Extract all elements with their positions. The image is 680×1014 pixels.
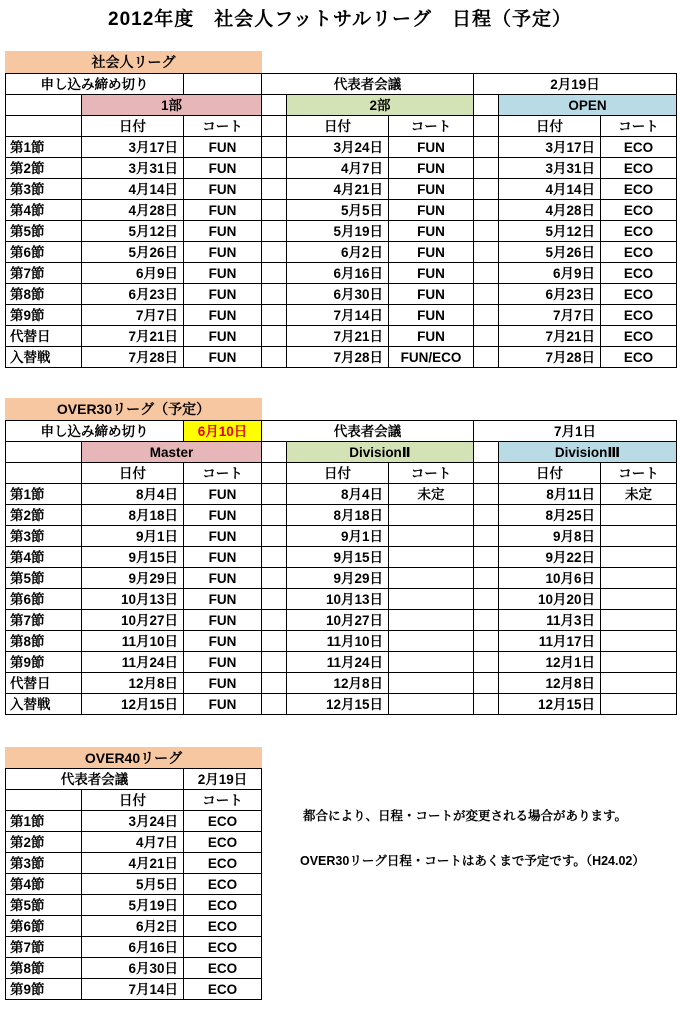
court-cell: FUN [184, 326, 262, 347]
court-cell: FUN [184, 137, 262, 158]
round-label: 第1節 [6, 137, 82, 158]
date-cell: 6月9日 [499, 263, 601, 284]
court-cell [389, 505, 474, 526]
spacer-cell [262, 242, 287, 263]
court-cell: ECO [601, 326, 677, 347]
date-cell: 11月24日 [82, 652, 184, 673]
court-cell: ECO [601, 179, 677, 200]
division-header: 2部 [287, 95, 474, 116]
spacer-cell [262, 631, 287, 652]
meeting-label: 代表者会議 [262, 421, 474, 442]
court-cell: ECO [184, 937, 262, 958]
round-label: 第9節 [6, 305, 82, 326]
spacer-cell [262, 442, 287, 463]
date-cell: 8月11日 [499, 484, 601, 505]
spacer-cell [474, 631, 499, 652]
spacer-cell [474, 610, 499, 631]
date-column-header: 日付 [499, 463, 601, 484]
court-cell: FUN [184, 221, 262, 242]
spacer-cell [262, 673, 287, 694]
date-cell: 7月21日 [499, 326, 601, 347]
date-cell: 7月28日 [499, 347, 601, 368]
spacer-cell [474, 263, 499, 284]
deadline-value [184, 74, 262, 95]
spacer-cell [474, 463, 499, 484]
date-cell: 12月1日 [499, 652, 601, 673]
date-cell: 8月18日 [82, 505, 184, 526]
date-cell: 3月31日 [82, 158, 184, 179]
spacer-cell [474, 179, 499, 200]
court-cell: ECO [601, 284, 677, 305]
date-cell: 4月21日 [82, 853, 184, 874]
spacer-cell [262, 526, 287, 547]
date-column-header: 日付 [82, 463, 184, 484]
spacer-cell [474, 137, 499, 158]
round-label: 第1節 [6, 484, 82, 505]
court-cell: FUN [389, 221, 474, 242]
court-cell: FUN [184, 284, 262, 305]
meeting-date: 2月19日 [184, 769, 262, 790]
round-label: 代替日 [6, 326, 82, 347]
spacer-cell [262, 484, 287, 505]
court-cell: FUN [184, 589, 262, 610]
spacer-cell [474, 652, 499, 673]
spacer-cell [474, 95, 499, 116]
date-cell: 9月1日 [287, 526, 389, 547]
date-cell: 8月4日 [82, 484, 184, 505]
spacer-cell [262, 263, 287, 284]
date-cell: 9月29日 [82, 568, 184, 589]
date-cell: 6月2日 [287, 242, 389, 263]
corner-cell [6, 95, 82, 116]
court-cell [601, 610, 677, 631]
note-over30-tentative: OVER30リーグ日程・コートはあくまで予定です。（H24.02） [300, 854, 645, 868]
court-cell: FUN [184, 179, 262, 200]
court-cell: FUN [184, 547, 262, 568]
date-cell: 10月13日 [82, 589, 184, 610]
corner-cell [6, 116, 82, 137]
section-band-over30: OVER30リーグ（予定） [5, 398, 262, 420]
court-cell: FUN [389, 137, 474, 158]
court-cell: ECO [184, 958, 262, 979]
court-cell [389, 568, 474, 589]
date-cell: 12月15日 [287, 694, 389, 715]
date-column-header: 日付 [82, 790, 184, 811]
court-cell: FUN [184, 631, 262, 652]
deadline-label: 申し込み締め切り [6, 421, 184, 442]
date-column-header: 日付 [287, 116, 389, 137]
round-label: 第5節 [6, 895, 82, 916]
meeting-date: 7月1日 [474, 421, 677, 442]
court-cell: ECO [601, 242, 677, 263]
court-cell [389, 526, 474, 547]
round-label: 第2節 [6, 505, 82, 526]
round-label: 第3節 [6, 526, 82, 547]
date-column-header: 日付 [499, 116, 601, 137]
court-cell [601, 631, 677, 652]
date-cell: 3月17日 [82, 137, 184, 158]
round-label: 第6節 [6, 242, 82, 263]
date-cell: 5月12日 [82, 221, 184, 242]
court-cell: ECO [601, 305, 677, 326]
date-cell: 9月15日 [287, 547, 389, 568]
date-cell: 5月26日 [82, 242, 184, 263]
corner-cell [6, 463, 82, 484]
spacer-cell [474, 242, 499, 263]
court-column-header: コート [184, 116, 262, 137]
round-label: 第2節 [6, 832, 82, 853]
date-cell: 7月14日 [82, 979, 184, 1000]
date-cell: 10月13日 [287, 589, 389, 610]
round-label: 第9節 [6, 652, 82, 673]
corner-cell [6, 790, 82, 811]
date-cell: 12月8日 [287, 673, 389, 694]
spacer-cell [474, 568, 499, 589]
court-cell [601, 568, 677, 589]
court-cell: FUN [389, 305, 474, 326]
spacer-cell [474, 200, 499, 221]
round-label: 第5節 [6, 568, 82, 589]
court-cell [601, 589, 677, 610]
date-cell: 12月8日 [82, 673, 184, 694]
spacer-cell [262, 568, 287, 589]
spacer-cell [474, 116, 499, 137]
deadline-label: 申し込み締め切り [6, 74, 184, 95]
court-cell: ECO [184, 811, 262, 832]
round-label: 第3節 [6, 853, 82, 874]
date-cell: 12月8日 [499, 673, 601, 694]
date-cell: 5月19日 [287, 221, 389, 242]
court-cell: FUN [184, 484, 262, 505]
section-band-over40: OVER40リーグ [5, 747, 262, 769]
spacer-cell [262, 116, 287, 137]
court-cell: FUN [184, 505, 262, 526]
spacer-cell [262, 652, 287, 673]
round-label: 代替日 [6, 673, 82, 694]
spacer-cell [262, 694, 287, 715]
spacer-cell [262, 200, 287, 221]
date-cell: 7月14日 [287, 305, 389, 326]
court-cell [389, 589, 474, 610]
date-cell: 9月15日 [82, 547, 184, 568]
court-cell: FUN [389, 242, 474, 263]
date-cell: 7月28日 [82, 347, 184, 368]
court-cell: FUN/ECO [389, 347, 474, 368]
schedule-table-over30 [5, 420, 677, 715]
court-cell: FUN [184, 610, 262, 631]
date-cell: 10月27日 [82, 610, 184, 631]
date-cell: 4月7日 [287, 158, 389, 179]
date-cell: 3月17日 [499, 137, 601, 158]
court-cell [601, 547, 677, 568]
spacer-cell [262, 158, 287, 179]
date-cell: 9月8日 [499, 526, 601, 547]
date-cell: 4月7日 [82, 832, 184, 853]
date-cell: 5月19日 [82, 895, 184, 916]
spacer-cell [474, 547, 499, 568]
court-cell [601, 694, 677, 715]
date-cell: 7月28日 [287, 347, 389, 368]
date-cell: 6月2日 [82, 916, 184, 937]
court-column-header: コート [389, 463, 474, 484]
round-label: 第7節 [6, 263, 82, 284]
court-cell: ECO [184, 853, 262, 874]
court-cell [389, 547, 474, 568]
spacer-cell [262, 610, 287, 631]
round-label: 入替戦 [6, 694, 82, 715]
schedule-table-over40 [5, 768, 262, 1000]
date-cell: 11月3日 [499, 610, 601, 631]
date-cell: 10月20日 [499, 589, 601, 610]
spacer-cell [262, 589, 287, 610]
date-cell: 10月6日 [499, 568, 601, 589]
spacer-cell [474, 158, 499, 179]
date-cell: 5月26日 [499, 242, 601, 263]
court-cell [389, 694, 474, 715]
date-cell: 6月23日 [82, 284, 184, 305]
date-cell: 5月5日 [287, 200, 389, 221]
court-cell: ECO [601, 263, 677, 284]
court-cell: 未定 [389, 484, 474, 505]
date-cell: 8月18日 [287, 505, 389, 526]
spacer-cell [474, 305, 499, 326]
court-cell: ECO [184, 916, 262, 937]
division-header: DivisionⅡ [287, 442, 474, 463]
court-column-header: コート [184, 790, 262, 811]
spacer-cell [474, 505, 499, 526]
round-label: 第4節 [6, 547, 82, 568]
court-cell: FUN [184, 242, 262, 263]
court-cell: FUN [389, 263, 474, 284]
court-cell: FUN [184, 305, 262, 326]
court-cell [601, 505, 677, 526]
division-header: 1部 [82, 95, 262, 116]
schedule-table-shakaijin [5, 73, 677, 368]
spacer-cell [262, 505, 287, 526]
round-label: 第4節 [6, 874, 82, 895]
court-cell [389, 673, 474, 694]
date-cell: 6月30日 [82, 958, 184, 979]
date-cell: 4月14日 [82, 179, 184, 200]
date-cell: 12月15日 [82, 694, 184, 715]
date-cell: 4月14日 [499, 179, 601, 200]
court-cell: ECO [184, 895, 262, 916]
corner-cell [6, 442, 82, 463]
court-cell: ECO [601, 347, 677, 368]
date-cell: 12月15日 [499, 694, 601, 715]
court-column-header: コート [601, 463, 677, 484]
round-label: 第3節 [6, 179, 82, 200]
spacer-cell [474, 484, 499, 505]
court-cell: ECO [601, 137, 677, 158]
date-cell: 3月31日 [499, 158, 601, 179]
court-cell: 未定 [601, 484, 677, 505]
spacer-cell [262, 547, 287, 568]
date-cell: 8月4日 [287, 484, 389, 505]
date-cell: 4月28日 [499, 200, 601, 221]
court-cell: FUN [184, 347, 262, 368]
round-label: 第1節 [6, 811, 82, 832]
spacer-cell [474, 347, 499, 368]
court-cell [601, 526, 677, 547]
date-cell: 9月1日 [82, 526, 184, 547]
court-cell: ECO [184, 832, 262, 853]
date-cell: 3月24日 [287, 137, 389, 158]
meeting-label: 代表者会議 [262, 74, 474, 95]
deadline-value: 6月10日 [184, 421, 262, 442]
date-cell: 11月10日 [82, 631, 184, 652]
date-cell: 3月24日 [82, 811, 184, 832]
spacer-cell [262, 347, 287, 368]
court-cell: ECO [184, 979, 262, 1000]
round-label: 第4節 [6, 200, 82, 221]
meeting-label: 代表者会議 [6, 769, 184, 790]
spacer-cell [262, 284, 287, 305]
date-cell: 6月9日 [82, 263, 184, 284]
date-cell: 4月28日 [82, 200, 184, 221]
court-column-header: コート [601, 116, 677, 137]
spacer-cell [262, 221, 287, 242]
date-cell: 11月17日 [499, 631, 601, 652]
round-label: 第7節 [6, 937, 82, 958]
date-cell: 6月16日 [82, 937, 184, 958]
spacer-cell [262, 305, 287, 326]
date-cell: 9月29日 [287, 568, 389, 589]
date-cell: 9月22日 [499, 547, 601, 568]
spacer-cell [474, 589, 499, 610]
court-cell: FUN [184, 158, 262, 179]
court-cell: FUN [389, 284, 474, 305]
date-column-header: 日付 [82, 116, 184, 137]
spacer-cell [262, 95, 287, 116]
round-label: 第7節 [6, 610, 82, 631]
court-cell: FUN [184, 200, 262, 221]
court-cell [389, 652, 474, 673]
date-cell: 10月27日 [287, 610, 389, 631]
court-cell: FUN [184, 526, 262, 547]
court-cell: FUN [184, 652, 262, 673]
court-column-header: コート [184, 463, 262, 484]
court-cell: ECO [184, 874, 262, 895]
court-cell [389, 610, 474, 631]
spacer-cell [474, 526, 499, 547]
spacer-cell [262, 326, 287, 347]
round-label: 第6節 [6, 589, 82, 610]
date-cell: 8月25日 [499, 505, 601, 526]
court-cell: ECO [601, 158, 677, 179]
court-cell: FUN [184, 694, 262, 715]
spacer-cell [474, 442, 499, 463]
court-cell: FUN [389, 326, 474, 347]
spacer-cell [474, 673, 499, 694]
spacer-cell [262, 137, 287, 158]
court-cell: FUN [389, 200, 474, 221]
round-label: 第8節 [6, 631, 82, 652]
date-cell: 5月5日 [82, 874, 184, 895]
round-label: 第9節 [6, 979, 82, 1000]
round-label: 第6節 [6, 916, 82, 937]
spacer-cell [474, 326, 499, 347]
date-cell: 6月23日 [499, 284, 601, 305]
round-label: 第8節 [6, 958, 82, 979]
division-header: Master [82, 442, 262, 463]
date-cell: 7月7日 [82, 305, 184, 326]
date-cell: 7月21日 [287, 326, 389, 347]
round-label: 第2節 [6, 158, 82, 179]
court-cell [389, 631, 474, 652]
meeting-date: 2月19日 [474, 74, 677, 95]
court-column-header: コート [389, 116, 474, 137]
court-cell: FUN [184, 568, 262, 589]
date-column-header: 日付 [287, 463, 389, 484]
spacer-cell [474, 694, 499, 715]
date-cell: 5月12日 [499, 221, 601, 242]
date-cell: 6月16日 [287, 263, 389, 284]
court-cell: FUN [184, 263, 262, 284]
round-label: 第8節 [6, 284, 82, 305]
note-change-notice: 都合により、日程・コートが変更される場合があります。 [303, 809, 628, 823]
division-header: OPEN [499, 95, 677, 116]
date-cell: 11月24日 [287, 652, 389, 673]
court-cell: ECO [601, 221, 677, 242]
court-cell: FUN [389, 179, 474, 200]
date-cell: 11月10日 [287, 631, 389, 652]
spacer-cell [474, 221, 499, 242]
page-title: 2012年度 社会人フットサルリーグ 日程（予定） [108, 9, 572, 30]
spacer-cell [262, 179, 287, 200]
date-cell: 6月30日 [287, 284, 389, 305]
date-cell: 4月21日 [287, 179, 389, 200]
round-label: 第5節 [6, 221, 82, 242]
court-cell [601, 673, 677, 694]
date-cell: 7月7日 [499, 305, 601, 326]
court-cell: FUN [389, 158, 474, 179]
date-cell: 7月21日 [82, 326, 184, 347]
court-cell: ECO [601, 200, 677, 221]
court-cell [601, 652, 677, 673]
court-cell: FUN [184, 673, 262, 694]
spacer-cell [474, 284, 499, 305]
division-header: DivisionⅢ [499, 442, 677, 463]
spacer-cell [262, 463, 287, 484]
section-band-shakaijin: 社会人リーグ [5, 51, 262, 73]
round-label: 入替戦 [6, 347, 82, 368]
